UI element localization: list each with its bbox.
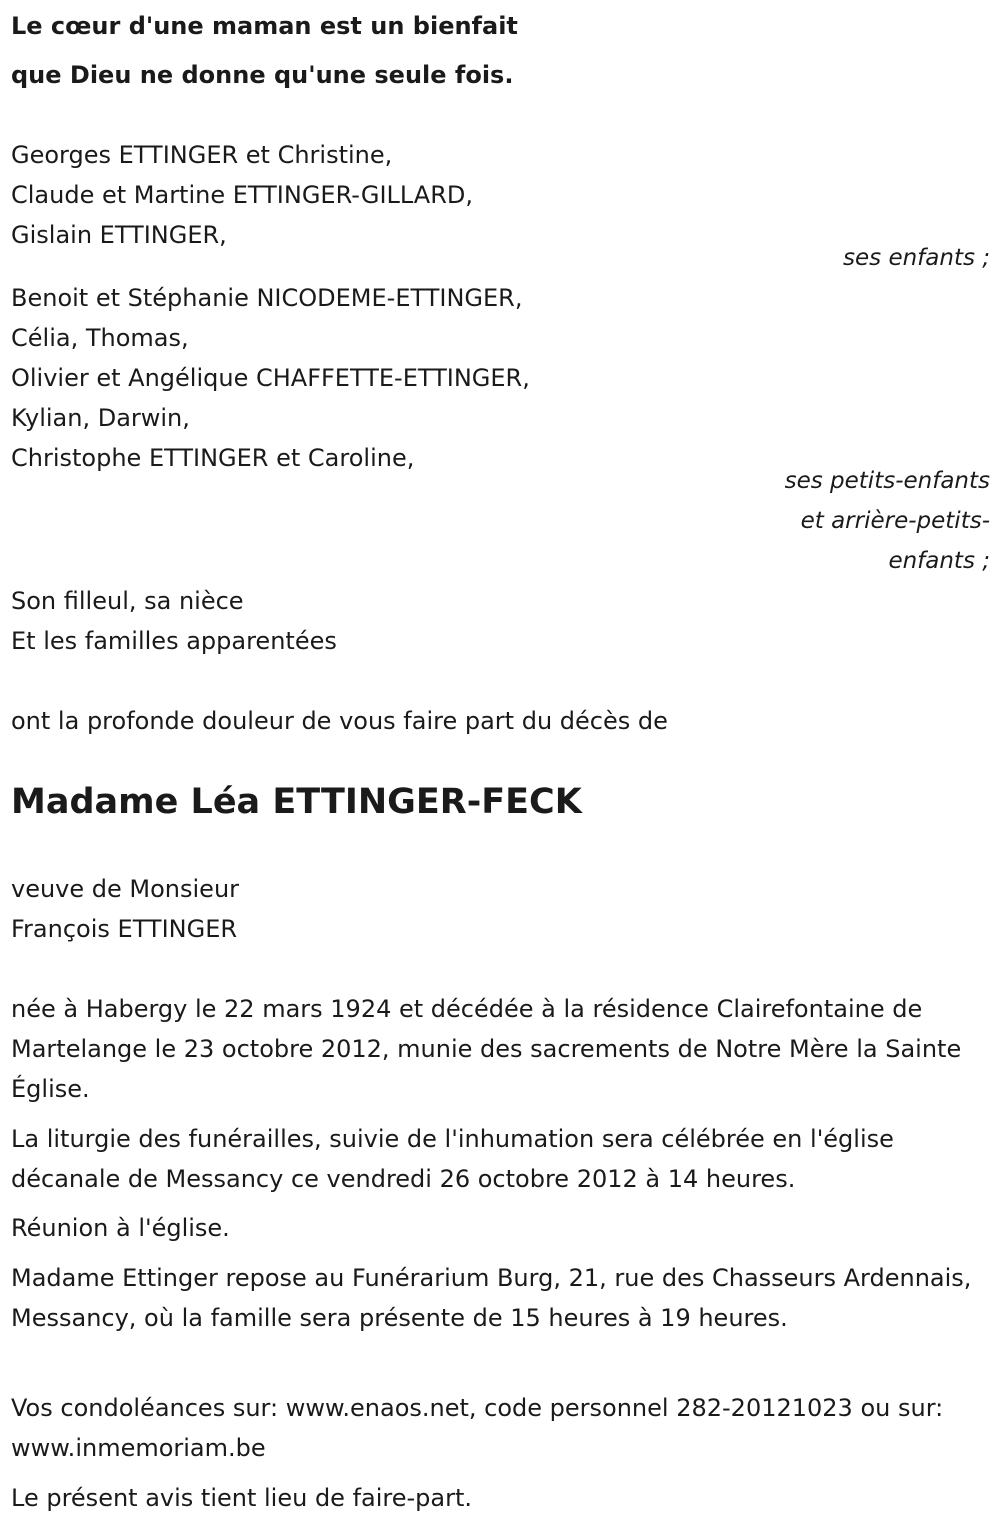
epigraph-line-1: Le cœur d'une maman est un bienfait: [11, 12, 518, 40]
birth-death-paragraph: née à Habergy le 22 mars 1924 et décédée à la résidence Clairefontaine de Martelange le 23 octobre 2012, munie des sacrements de Notre Mère la Sainte Église.: [11, 995, 962, 1103]
deceased-name: Madame Léa ETTINGER-FECK: [11, 782, 582, 822]
relatives-line: Son filleul, sa nièce: [11, 587, 244, 615]
grandchildren-role-line: et arrière-petits-: [800, 508, 990, 534]
funerarium-paragraph: Madame Ettinger repose au Funérarium Burg, 21, rue des Chasseurs Ardennais, Messancy, où la famille sera présente de 15 heures à 19 heures.: [11, 1264, 972, 1332]
closing-paragraph: Le présent avis tient lieu de faire-part.: [11, 1484, 473, 1512]
child-name: Gislain ETTINGER,: [11, 221, 227, 249]
grandchild-name: Célia, Thomas,: [11, 324, 189, 352]
condolences-paragraph: Vos condoléances sur: www.enaos.net, code personnel 282-20121023 ou sur: www.inmemoriam.be: [11, 1394, 944, 1462]
reunion-paragraph: Réunion à l'église.: [11, 1214, 230, 1242]
grandchild-name: Kylian, Darwin,: [11, 404, 190, 432]
widow-line: François ETTINGER: [11, 915, 238, 943]
grandchildren-role-line: ses petits-enfants: [784, 468, 990, 494]
announcement-text: ont la profonde douleur de vous faire part du décès de: [11, 707, 668, 735]
relatives-line: Et les familles apparentées: [11, 627, 337, 655]
grandchild-name: Olivier et Angélique CHAFFETTE-ETTINGER,: [11, 364, 530, 392]
child-name: Claude et Martine ETTINGER-GILLARD,: [11, 181, 474, 209]
funeral-paragraph: La liturgie des funérailles, suivie de l'inhumation sera célébrée en l'église décanale de Messancy ce vendredi 26 octobre 2012 à 14 heures.: [11, 1125, 894, 1193]
epigraph-line-2: que Dieu ne donne qu'une seule fois.: [11, 61, 514, 89]
widow-line: veuve de Monsieur: [11, 875, 240, 903]
grandchild-name: Benoit et Stéphanie NICODEME-ETTINGER,: [11, 284, 523, 312]
child-name: Georges ETTINGER et Christine,: [11, 141, 393, 169]
grandchildren-role-line: enfants ;: [888, 548, 990, 574]
children-role: ses enfants ;: [843, 245, 990, 271]
grandchild-name: Christophe ETTINGER et Caroline,: [11, 444, 415, 472]
